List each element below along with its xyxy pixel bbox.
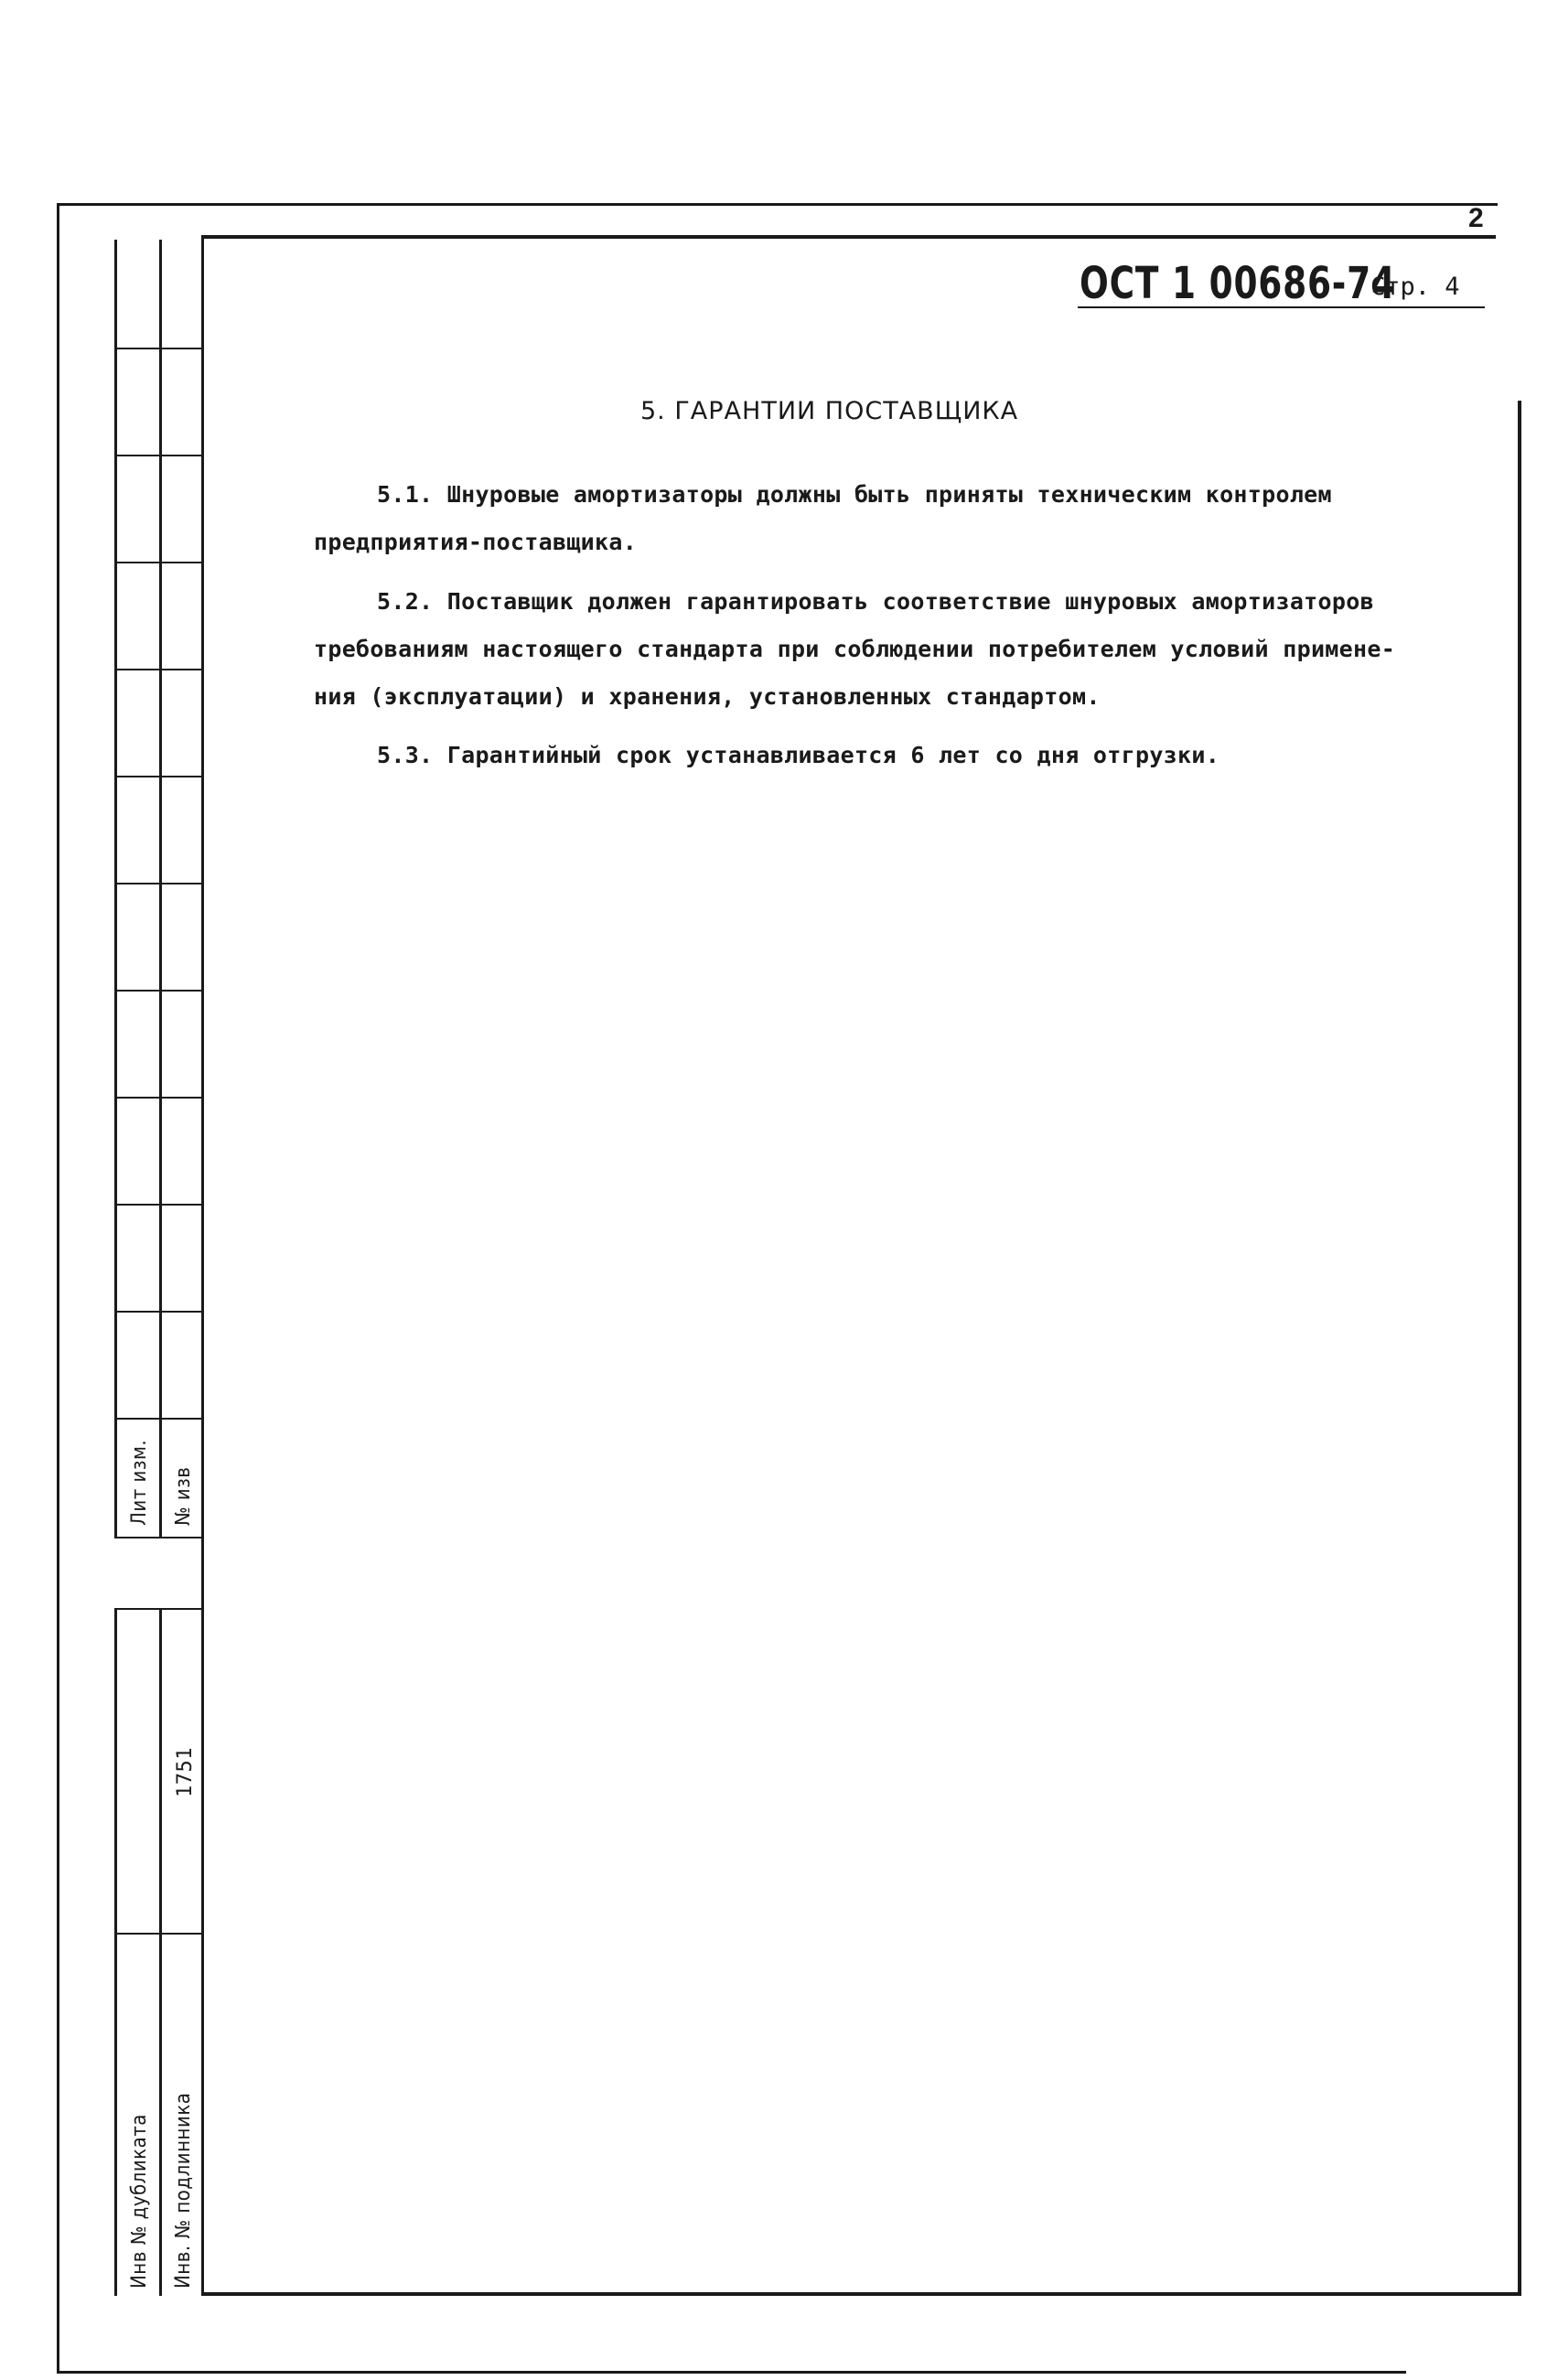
paragraph-5-2-line-2: требованиям настоящего стандарта при соблюдении потребителем условий примене- — [314, 636, 1396, 662]
stamp-lower-col-line-2 — [159, 1608, 162, 2296]
stamp-row-line — [114, 669, 204, 670]
document-code: ОСТ 1 00686-74 — [1080, 258, 1396, 309]
outer-frame-bottom — [57, 2371, 1406, 2374]
outer-frame-left — [57, 203, 59, 2373]
corner-page-number: 2 — [1468, 203, 1484, 233]
inner-frame-bottom — [201, 2292, 1521, 2296]
page-label: Стр. 4 — [1370, 273, 1460, 301]
inner-frame-right — [1518, 401, 1521, 2296]
stamp-row-line — [114, 1097, 204, 1099]
paragraph-5-3-line-1: 5.3. Гарантийный срок устанавливается 6 лет со дня отгрузки. — [377, 742, 1220, 768]
stamp-row-line — [114, 1537, 204, 1538]
inv-duplicate-label: Инв № дубликата — [128, 2114, 151, 2289]
inv-original-value: 1751 — [174, 1747, 197, 1797]
stamp-row-line — [114, 1204, 204, 1206]
no-izv-label: № изв — [172, 1466, 195, 1526]
stamp-row-line — [114, 883, 204, 884]
stamp-row-line — [114, 776, 204, 777]
inv-original-label: Инв. № подлинника — [172, 2092, 195, 2289]
stamp-row-line — [114, 562, 204, 563]
stamp-row-line — [114, 1608, 204, 1610]
stamp-col-line-2 — [159, 240, 162, 1538]
paragraph-5-2-line-1: 5.2. Поставщик должен гарантировать соответствие шнуровых амортизаторов — [377, 588, 1374, 615]
outer-frame-top — [57, 203, 1498, 206]
stamp-row-line — [114, 1418, 204, 1420]
stamp-row-line — [114, 348, 204, 349]
paragraph-5-1-line-2: предприятия-поставщика. — [314, 529, 638, 555]
paragraph-5-1-line-1: 5.1. Шнуровые амортизаторы должны быть приняты техническим контролем — [377, 481, 1332, 508]
paragraph-5-2-line-3: ния (эксплуатации) и хранения, установленных стандартом. — [314, 683, 1101, 710]
stamp-row-line — [114, 1311, 204, 1313]
section-title: 5. ГАРАНТИИ ПОСТАВЩИКА — [640, 397, 1019, 425]
stamp-col-line-3 — [201, 235, 204, 2296]
inner-frame-top — [201, 235, 1496, 239]
stamp-row-line — [114, 990, 204, 992]
stamp-row-line — [114, 1933, 204, 1935]
stamp-col-line-1 — [114, 240, 117, 1538]
stamp-row-line — [114, 455, 204, 456]
lit-izm-label: Лит изм. — [128, 1439, 151, 1526]
stamp-lower-col-line-1 — [114, 1608, 117, 2296]
